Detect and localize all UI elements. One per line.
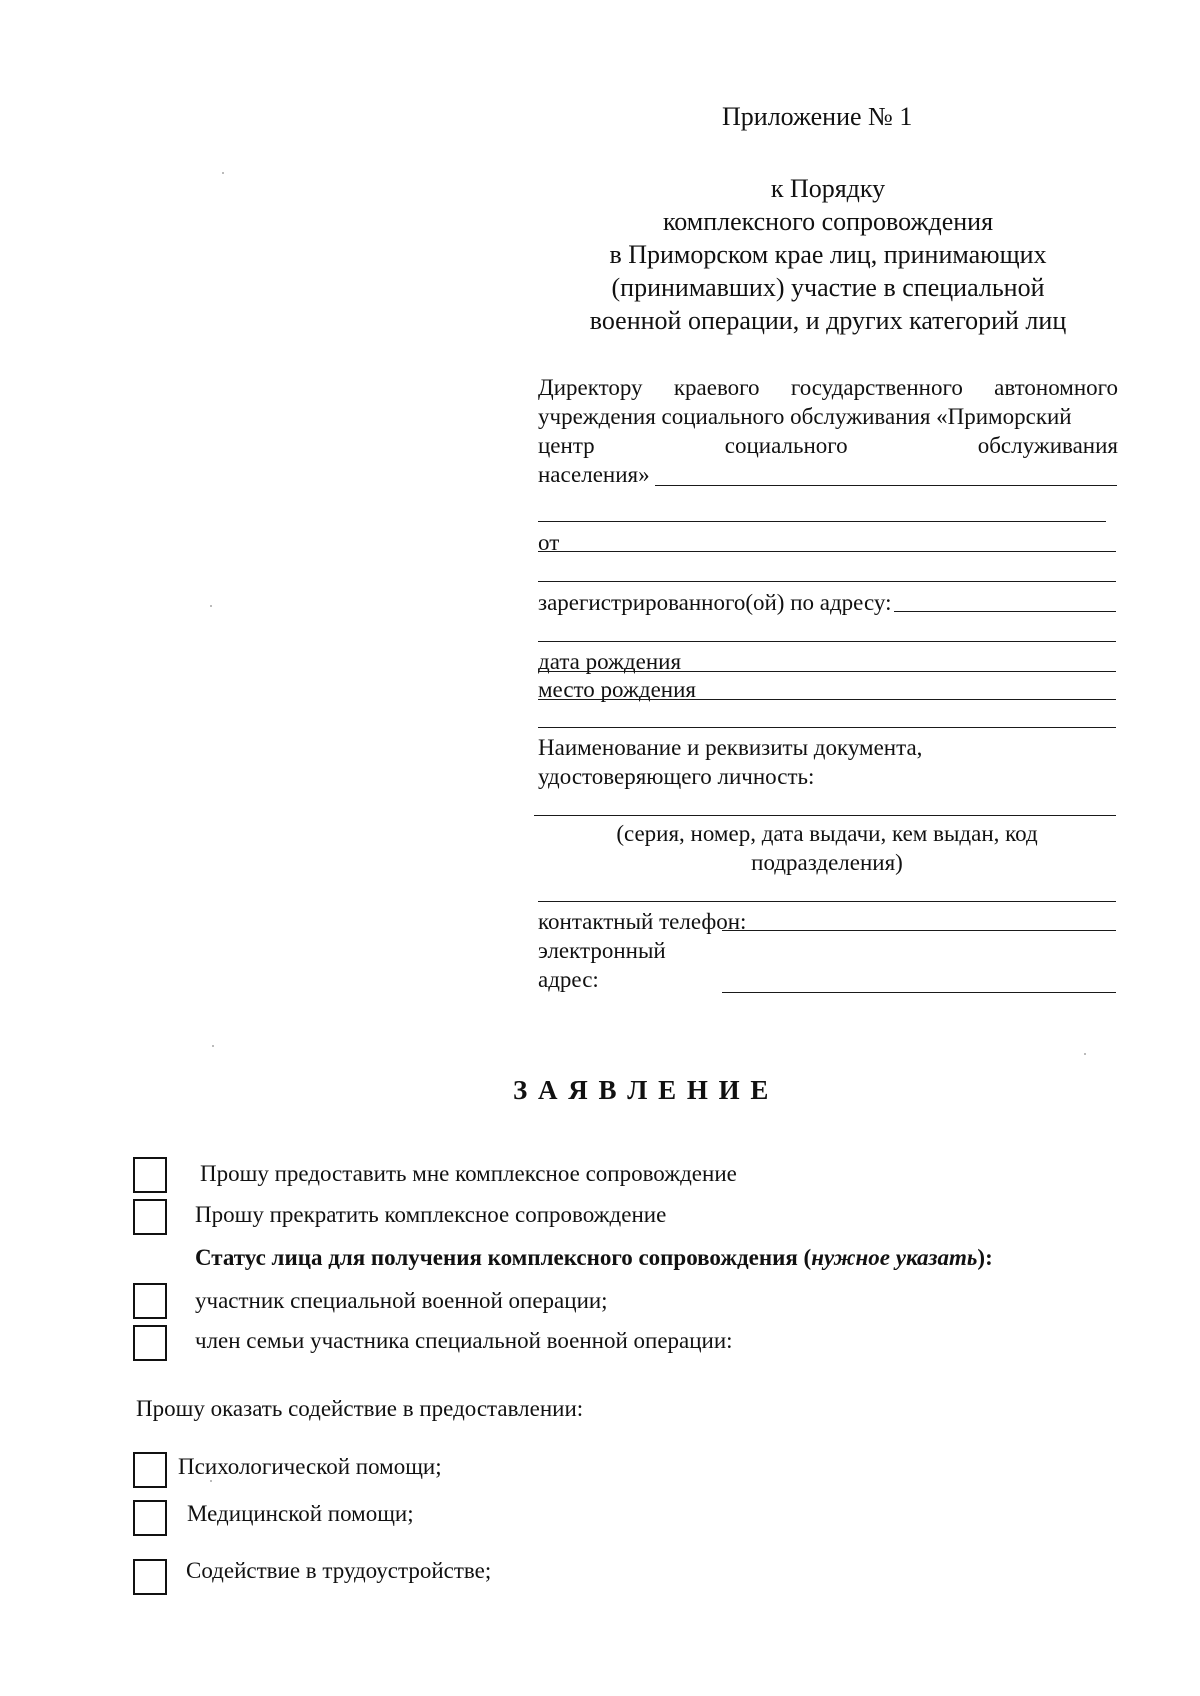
director-line-4: населения» [538,462,650,487]
assist-employment-checkbox[interactable] [133,1559,167,1595]
status-participant-label: участник специальной военной операции; [195,1288,608,1313]
appendix-reference-line: военной операции, и других категорий лиц [589,306,1067,335]
status-family-checkbox[interactable] [133,1325,167,1361]
status-heading-suffix: ): [977,1245,993,1270]
request-provide-checkbox[interactable] [133,1157,167,1193]
identity-doc-hint-1: (серия, номер, дата выдачи, кем выдан, код [616,821,1038,846]
appendix-reference [538,172,1118,337]
status-family-label: член семьи участника специальной военной операции: [195,1328,733,1353]
assist-medical-checkbox[interactable] [133,1500,167,1536]
status-heading [195,1244,993,1272]
birth-date-label: дата рождения [538,649,682,674]
director-word: Директору [538,375,643,400]
applicant-name-line-2[interactable] [538,581,1116,582]
director-word: социального [724,433,848,458]
registered-address-line-2[interactable] [538,641,1116,642]
institution-name-line-2[interactable] [538,521,1106,522]
identity-doc-line-2[interactable] [538,901,1116,902]
birth-place-line[interactable] [538,699,1116,700]
scan-speck [210,605,212,607]
director-line-1 [538,374,1118,402]
appendix-reference-line: (принимавших) участие в специальной [611,273,1045,302]
institution-name-line[interactable] [655,485,1117,486]
assist-psych-checkbox[interactable] [133,1452,167,1488]
email-label-1: электронный [538,938,666,963]
email-line[interactable] [722,992,1116,993]
birth-place-line-2[interactable] [538,727,1116,728]
scan-speck [212,1045,214,1047]
assist-employment-label: Содействие в трудоустройстве; [186,1558,492,1583]
birth-place-label: место рождения [538,677,696,702]
status-heading-italic: нужное указать [811,1245,978,1270]
scan-speck [210,1480,212,1482]
director-word: государственного [790,375,963,400]
birth-date-line[interactable] [538,671,1116,672]
from-label: от [538,530,560,555]
request-provide-label: Прошу предоставить мне комплексное сопровождение [200,1161,737,1186]
appendix-reference-line: к Порядку [770,174,886,203]
applicant-name-line[interactable] [538,551,1116,552]
appendix-number: Приложение № 1 [722,102,913,131]
director-word: центр [538,433,595,458]
statement-title: З А Я В Л Е Н И Е [513,1075,771,1105]
assist-intro: Прошу оказать содействие в предоставлении: [136,1396,584,1421]
status-participant-checkbox[interactable] [133,1283,167,1319]
director-line-2: учреждения социального обслуживания «Приморский [538,404,1072,429]
identity-doc-label-2: удостоверяющего личность: [538,764,815,789]
phone-label: контактный телефон: [538,909,747,934]
identity-doc-hint-2: подразделения) [751,850,903,875]
scan-speck [1084,1053,1086,1055]
identity-doc-label-1: Наименование и реквизиты документа, [538,735,923,760]
email-label-2: адрес: [538,967,599,992]
phone-line[interactable] [722,930,1116,931]
status-heading-text: Статус лица для получения комплексного сопровождения ( [195,1245,812,1270]
registered-address-label: зарегистрированного(ой) по адресу: [538,590,892,615]
registered-address-line[interactable] [894,611,1116,612]
assist-medical-label: Медицинской помощи; [187,1501,414,1526]
director-word: автономного [994,375,1118,400]
identity-doc-line[interactable] [534,815,1116,816]
assist-psych-label: Психологической помощи; [178,1454,442,1479]
director-line-3 [538,432,1118,460]
request-stop-label: Прошу прекратить комплексное сопровождение [195,1202,667,1227]
scan-speck [222,172,224,174]
director-word: обслуживания [977,433,1118,458]
director-word: краевого [673,375,760,400]
appendix-reference-line: комплексного сопровождения [662,207,994,236]
appendix-reference-line: в Приморском крае лиц, принимающих [609,240,1047,269]
request-stop-checkbox[interactable] [133,1199,167,1235]
